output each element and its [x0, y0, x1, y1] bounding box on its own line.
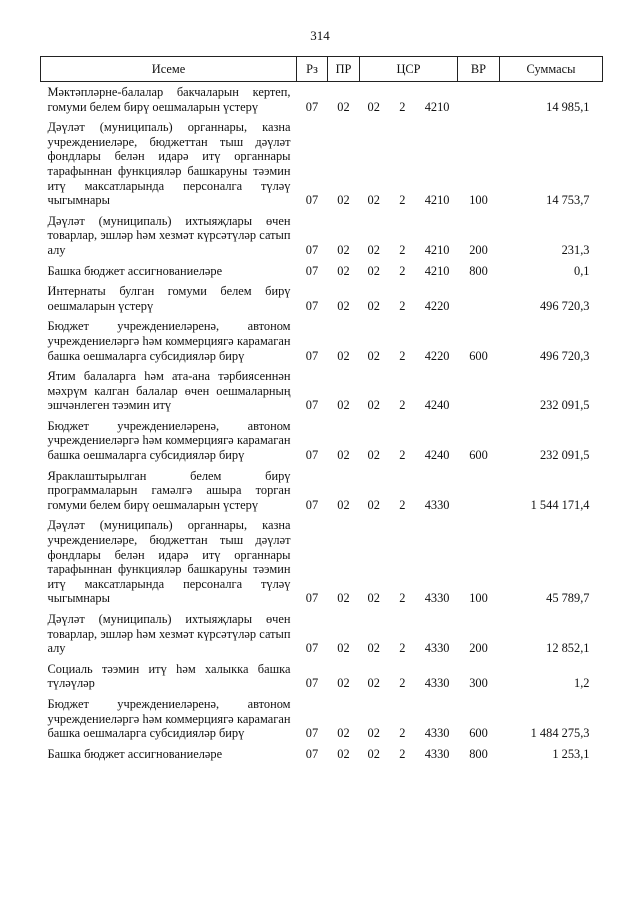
row-csr	[360, 117, 458, 211]
row-rz: 07	[305, 591, 319, 606]
csr-direction: 4220	[424, 298, 450, 313]
row-csr	[360, 82, 458, 118]
csr-code	[360, 100, 458, 115]
row-rz: 07	[305, 398, 319, 413]
csr-code	[360, 726, 458, 741]
csr-program: 02	[367, 348, 380, 363]
row-pr: 02	[337, 348, 350, 363]
row-pr: 02	[337, 398, 350, 413]
row-vr: 800	[469, 746, 488, 761]
row-csr	[360, 694, 458, 744]
row-csr	[360, 316, 458, 366]
csr-subprogram: 2	[399, 641, 406, 656]
row-pr: 02	[337, 641, 350, 656]
row-vr	[458, 281, 500, 316]
row-sum: 1 253,1	[552, 746, 590, 761]
row-vr: 200	[469, 242, 488, 257]
row-sum: 14 753,7	[546, 193, 590, 208]
page-number: 314	[310, 28, 330, 43]
row-pr: 02	[337, 746, 350, 761]
table-row	[41, 316, 603, 366]
header-row	[41, 57, 603, 82]
row-vr: 100	[469, 193, 488, 208]
row-vr	[458, 466, 500, 516]
row-pr: 02	[337, 263, 350, 278]
table-row	[41, 659, 603, 694]
row-vr: 300	[469, 676, 488, 691]
row-rz: 07	[305, 298, 319, 313]
csr-subprogram: 2	[399, 746, 406, 761]
csr-direction: 4330	[424, 591, 450, 606]
row-rz: 07	[305, 348, 319, 363]
csr-program: 02	[367, 591, 380, 606]
row-rz: 07	[305, 641, 319, 656]
csr-subprogram: 2	[399, 726, 406, 741]
row-name: Башка бюджет ассигнованиеләре	[47, 263, 223, 278]
row-csr	[360, 211, 458, 261]
csr-direction: 4210	[424, 263, 450, 278]
csr-direction: 4330	[424, 641, 450, 656]
csr-program: 02	[367, 193, 380, 208]
row-pr: 02	[337, 497, 350, 512]
row-csr	[360, 609, 458, 659]
row-name: Бюджет учреждениеләренә, автоном учреждениеләргә һәм коммерциягә карамаган башка оешмаларга субсидияләр бирү	[47, 696, 291, 741]
csr-direction: 4240	[424, 398, 450, 413]
row-sum: 14 985,1	[546, 99, 590, 114]
row-name: Ятим балаларга һәм ата-ана тәрбиясеннән мәхрүм калган балалар өчен оешмаларның эшчәнлеген тәэмин итү	[47, 369, 291, 413]
row-vr	[458, 366, 500, 416]
csr-program: 02	[367, 448, 380, 463]
row-rz: 07	[305, 242, 319, 257]
budget-table	[40, 56, 603, 764]
csr-subprogram: 2	[399, 298, 406, 313]
csr-program: 02	[367, 263, 380, 278]
csr-subprogram: 2	[399, 193, 406, 208]
row-csr	[360, 281, 458, 316]
csr-direction: 4210	[424, 99, 450, 114]
row-pr: 02	[337, 591, 350, 606]
row-name: Мәктәпләрне-балалар бакчаларын кертеп, гомуми белем бирү оешмаларын үстерү	[47, 85, 291, 114]
table-row	[41, 694, 603, 744]
row-sum: 231,3	[561, 242, 590, 257]
table-row	[41, 515, 603, 609]
csr-direction: 4210	[424, 242, 450, 257]
row-rz: 07	[305, 746, 319, 761]
table-row	[41, 261, 603, 282]
row-vr: 800	[469, 263, 488, 278]
row-sum: 12 852,1	[546, 641, 590, 656]
row-rz: 07	[305, 193, 319, 208]
csr-subprogram: 2	[399, 591, 406, 606]
table-row	[41, 211, 603, 261]
csr-code	[360, 264, 458, 279]
table-header	[41, 57, 603, 82]
row-sum: 1 544 171,4	[530, 497, 590, 512]
table-row	[41, 82, 603, 118]
csr-program: 02	[367, 398, 380, 413]
row-sum: 0,1	[574, 263, 590, 278]
row-name: Дәүләт (муниципаль) органнары, казна учреждениеләре, бюджеттан тыш дәүләт фондлары белән идарә итү органнары тарафыннан функцияләр башкаруны тәэмин итү максатларында персоналга түләү чыгымнары	[47, 518, 291, 606]
row-sum: 1,2	[574, 676, 590, 691]
csr-code	[360, 193, 458, 208]
csr-program: 02	[367, 99, 380, 114]
csr-program: 02	[367, 242, 380, 257]
table-row	[41, 744, 603, 765]
header-csr: ЦСР	[360, 57, 458, 82]
row-rz: 07	[305, 448, 319, 463]
csr-code	[360, 299, 458, 314]
table-body	[41, 82, 603, 765]
table-row	[41, 366, 603, 416]
table-row	[41, 281, 603, 316]
csr-code	[360, 591, 458, 606]
row-name: Социаль тәэмин итү һәм халыкка башка түләүләр	[47, 661, 291, 691]
csr-subprogram: 2	[399, 448, 406, 463]
header-vr: ВР	[458, 57, 500, 82]
row-sum: 496 720,3	[539, 348, 590, 363]
csr-program: 02	[367, 497, 380, 512]
row-csr	[360, 659, 458, 694]
csr-direction: 4220	[424, 348, 450, 363]
csr-direction: 4330	[424, 746, 450, 761]
row-name: Яраклаштырылган белем бирү программаларын гамәлгә ашыра торган гомуми белем бирү оешмаларын үстерү	[47, 468, 291, 512]
row-sum: 232 091,5	[539, 398, 590, 413]
row-vr: 600	[469, 726, 488, 741]
row-pr: 02	[337, 242, 350, 257]
row-csr	[360, 261, 458, 282]
csr-direction: 4330	[424, 726, 450, 741]
csr-program: 02	[367, 676, 380, 691]
row-vr: 200	[469, 641, 488, 656]
csr-code	[360, 398, 458, 413]
row-sum: 45 789,7	[546, 591, 590, 606]
row-rz: 07	[305, 676, 319, 691]
csr-code	[360, 243, 458, 258]
csr-code	[360, 641, 458, 656]
csr-program: 02	[367, 726, 380, 741]
csr-subprogram: 2	[399, 676, 406, 691]
row-rz: 07	[305, 726, 319, 741]
row-pr: 02	[337, 193, 350, 208]
table-row	[41, 416, 603, 466]
csr-code	[360, 349, 458, 364]
row-rz: 07	[305, 263, 319, 278]
row-csr	[360, 366, 458, 416]
header-rz: Рз	[297, 57, 328, 82]
row-pr: 02	[337, 726, 350, 741]
csr-direction: 4240	[424, 448, 450, 463]
row-name: Интернаты булган гомуми белем бирү оешмаларын үстерү	[47, 284, 291, 313]
row-vr: 600	[469, 448, 488, 463]
csr-program: 02	[367, 298, 380, 313]
row-sum: 496 720,3	[539, 298, 590, 313]
row-pr: 02	[337, 676, 350, 691]
csr-code	[360, 448, 458, 463]
row-vr: 100	[469, 591, 488, 606]
row-name: Бюджет учреждениеләренә, автоном учреждениеләргә һәм коммерциягә карамаган башка оешмаларга субсидияләр бирү	[47, 418, 291, 463]
row-rz: 07	[305, 497, 319, 512]
csr-code	[360, 498, 458, 513]
csr-subprogram: 2	[399, 348, 406, 363]
csr-subprogram: 2	[399, 242, 406, 257]
row-name: Бюджет учреждениеләренә, автоном учреждениеләргә һәм коммерциягә карамаган башка оешмаларга субсидияләр бирү	[47, 319, 291, 363]
row-name: Дәүләт (муниципаль) ихтыяҗлары өчен товарлар, эшләр һәм хезмәт күрсәтүләр сатып алу	[47, 213, 291, 257]
row-csr	[360, 466, 458, 516]
csr-direction: 4330	[424, 676, 450, 691]
row-name: Дәүләт (муниципаль) ихтыяҗлары өчен товарлар, эшләр һәм хезмәт күрсәтүләр сатып алу	[47, 612, 291, 656]
row-pr: 02	[337, 298, 350, 313]
table-row	[41, 609, 603, 659]
row-pr: 02	[337, 99, 350, 114]
csr-program: 02	[367, 641, 380, 656]
row-vr: 600	[469, 348, 488, 363]
table-row	[41, 466, 603, 516]
row-rz: 07	[305, 99, 319, 114]
header-pr: ПР	[328, 57, 360, 82]
row-name: Башка бюджет ассигнованиеләре	[47, 746, 223, 761]
header-name: Исеме	[41, 57, 297, 82]
csr-direction: 4210	[424, 193, 450, 208]
row-pr: 02	[337, 448, 350, 463]
row-sum: 1 484 275,3	[530, 726, 590, 741]
csr-subprogram: 2	[399, 398, 406, 413]
csr-subprogram: 2	[399, 263, 406, 278]
row-csr	[360, 416, 458, 466]
table-row	[41, 117, 603, 211]
row-name: Дәүләт (муниципаль) органнары, казна учреждениеләре, бюджеттан тыш дәүләт фондлары белән идарә итү органнары тарафыннан функцияләр башкаруны тәэмин итү максатларында персоналга түләү чыгымнары	[47, 120, 291, 208]
row-csr	[360, 515, 458, 609]
csr-code	[360, 747, 458, 762]
csr-code	[360, 676, 458, 691]
row-csr	[360, 744, 458, 765]
csr-subprogram: 2	[399, 497, 406, 512]
row-vr	[458, 82, 500, 118]
csr-subprogram: 2	[399, 99, 406, 114]
header-sum: Суммасы	[500, 57, 603, 82]
csr-direction: 4330	[424, 497, 450, 512]
row-sum: 232 091,5	[539, 448, 590, 463]
csr-program: 02	[367, 746, 380, 761]
